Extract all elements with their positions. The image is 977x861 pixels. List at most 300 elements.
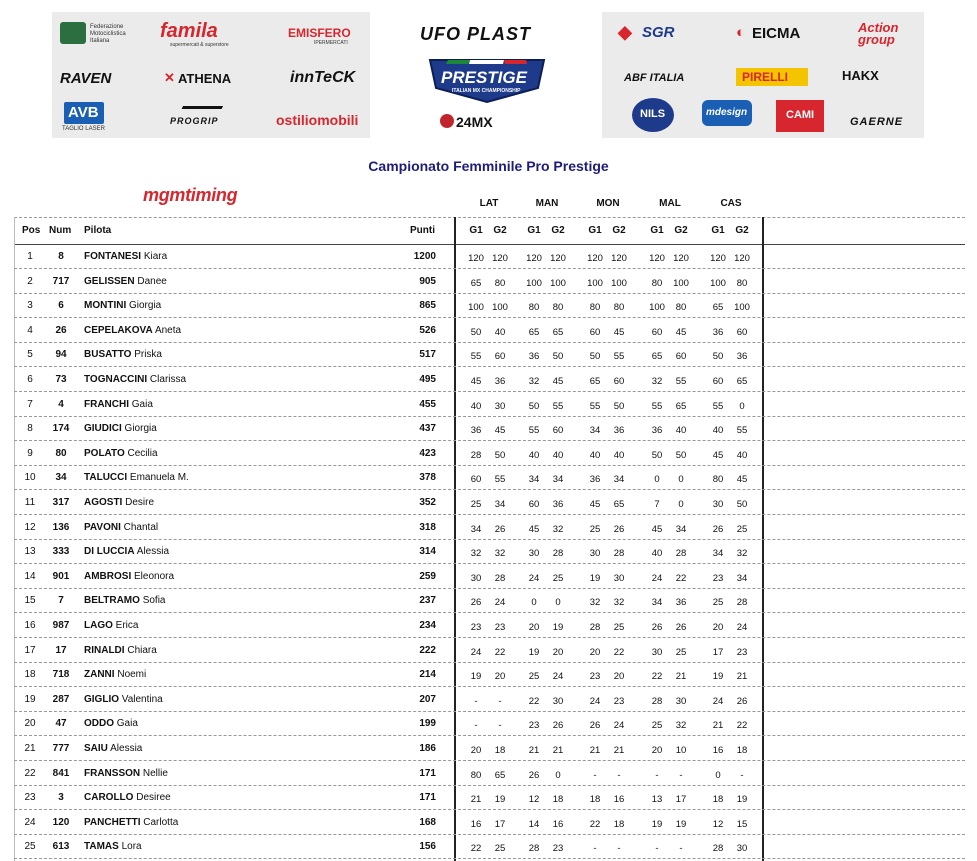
row-num: 613 — [52, 841, 70, 853]
row-score: 21 — [675, 671, 687, 683]
row-score: 120 — [611, 253, 627, 264]
row-score: 19 — [552, 622, 564, 633]
row-score: 20 — [552, 646, 564, 658]
row-firstname: Alessia — [134, 546, 170, 558]
progrip-mark — [177, 106, 223, 119]
row-score: 80 — [736, 277, 748, 289]
row-firstname: Desiree — [133, 792, 171, 804]
row-firstname: Gaia — [114, 718, 138, 730]
row-score: 12 — [712, 818, 724, 830]
row-score: 19 — [528, 646, 540, 658]
row-score: 21 — [589, 745, 601, 756]
row-score: 45 — [651, 523, 663, 535]
row-pos: 10 — [24, 472, 36, 484]
row-score: 21 — [528, 745, 540, 756]
row-score: 19 — [470, 671, 482, 683]
row-punti: 156 — [419, 841, 436, 853]
row-score: 36 — [470, 425, 482, 437]
row-score: 60 — [589, 326, 601, 338]
row-score: 30 — [675, 695, 687, 707]
row-score: 0 — [678, 474, 684, 486]
row-score: 23 — [528, 720, 540, 732]
row-score: 32 — [494, 548, 506, 560]
row-divider — [14, 293, 965, 294]
row-score: - — [498, 695, 502, 707]
row-score: 19 — [675, 818, 687, 830]
row-score: 17 — [675, 794, 687, 806]
row-score: 16 — [552, 818, 564, 830]
row-surname: CAROLLO — [84, 792, 134, 804]
row-score: 10 — [675, 745, 687, 756]
row-score: - — [679, 843, 683, 855]
row-score: 80 — [651, 277, 663, 289]
row-score: - — [740, 769, 744, 781]
row-divider — [14, 317, 965, 318]
action-logo: Action group — [858, 20, 899, 47]
row-firstname: Cecilia — [124, 447, 158, 459]
row-score: 120 — [587, 253, 603, 264]
row-score: 21 — [552, 745, 564, 756]
row-score: 23 — [736, 646, 748, 658]
emisfero-logo: EMISFERO — [288, 26, 351, 40]
row-pos: 7 — [27, 398, 33, 410]
row-score: 24 — [470, 646, 482, 658]
row-punti: 171 — [419, 792, 436, 804]
row-punti: 237 — [419, 595, 436, 607]
row-score: 18 — [552, 794, 564, 806]
row-score: 28 — [470, 449, 482, 461]
row-pilota — [84, 595, 166, 606]
row-num: 718 — [52, 669, 70, 681]
row-surname: GELISSEN — [84, 275, 135, 287]
row-pilota — [84, 472, 189, 483]
row-score: 20 — [589, 646, 601, 658]
row-score: - — [617, 769, 621, 781]
row-score: 15 — [736, 818, 748, 830]
row-score: 65 — [589, 376, 601, 387]
row-punti: 171 — [419, 767, 436, 779]
row-pos: 3 — [27, 300, 33, 312]
row-punti: 168 — [419, 816, 436, 828]
row-punti: 186 — [419, 743, 436, 754]
row-score: 100 — [649, 302, 665, 314]
row-score: 55 — [736, 425, 748, 437]
row-punti: 234 — [419, 620, 436, 631]
row-num: 4 — [58, 398, 64, 410]
row-pos: 8 — [27, 423, 33, 435]
row-score: 0 — [715, 769, 721, 781]
row-firstname: Nellie — [140, 767, 168, 779]
raven-logo: RAVEN — [60, 70, 112, 87]
row-score: 120 — [734, 253, 750, 264]
header-round-cas: CAS — [720, 198, 742, 209]
row-score: 20 — [613, 671, 625, 683]
row-surname: BELTRAMO — [84, 595, 140, 607]
row-divider — [14, 662, 965, 663]
row-score: 30 — [613, 572, 625, 584]
row-score: 28 — [528, 843, 540, 855]
row-firstname: Giorgia — [126, 300, 162, 312]
row-score: 20 — [470, 745, 482, 756]
row-score: 0 — [678, 499, 684, 510]
row-score: 40 — [552, 449, 564, 461]
row-score: 25 — [494, 843, 506, 855]
ostilio-logo: ostiliomobili — [276, 112, 359, 128]
row-divider — [14, 612, 965, 613]
row-firstname: Emanuela M. — [127, 472, 189, 484]
row-punti: 314 — [419, 546, 436, 558]
row-score: 25 — [613, 622, 625, 633]
row-pilota — [84, 251, 167, 262]
row-score: 28 — [589, 622, 601, 633]
row-score: 32 — [552, 523, 564, 535]
row-divider — [14, 858, 965, 859]
row-score: 22 — [528, 695, 540, 707]
row-score: 30 — [552, 695, 564, 707]
row-score: 40 — [712, 425, 724, 437]
mdesign-logo: mdesign — [706, 107, 748, 118]
cami-logo: CAMI — [786, 109, 815, 121]
row-punti: 437 — [419, 423, 436, 435]
emisfero-sub: IPERMERCATI — [314, 40, 348, 46]
row-score: 7 — [654, 499, 660, 510]
mx24-icon — [440, 114, 454, 128]
row-pilota — [84, 718, 138, 729]
row-score: 22 — [470, 843, 482, 855]
row-score: 80 — [528, 302, 540, 314]
row-score: 18 — [736, 745, 748, 756]
gaerne-logo: GAERNE — [850, 116, 904, 128]
row-score: 60 — [712, 376, 724, 387]
row-score: 50 — [589, 351, 601, 363]
row-score: 23 — [470, 622, 482, 633]
row-firstname: Noemi — [114, 669, 147, 681]
row-score: 25 — [470, 499, 482, 510]
row-score: 26 — [470, 597, 482, 609]
row-surname: FRANSSON — [84, 767, 141, 779]
row-score: 36 — [651, 425, 663, 437]
row-score: 45 — [552, 376, 564, 387]
row-pilota — [84, 349, 162, 360]
row-score: 28 — [736, 597, 748, 609]
famila-sub: supermercati & superstore — [170, 42, 229, 48]
row-punti: 865 — [419, 300, 436, 312]
row-score: 23 — [613, 695, 625, 707]
row-punti: 495 — [419, 374, 436, 385]
row-score: 19 — [651, 818, 663, 830]
row-score: 34 — [470, 523, 482, 535]
header-mal-g1: G1 — [650, 225, 664, 236]
row-score: - — [593, 769, 597, 781]
row-score: 34 — [712, 548, 724, 560]
row-pos: 16 — [24, 620, 36, 631]
row-punti: 378 — [419, 472, 436, 484]
row-score: 120 — [492, 253, 508, 264]
row-score: 34 — [494, 499, 506, 510]
row-pilota — [84, 645, 157, 656]
row-score: 60 — [552, 425, 564, 437]
row-num: 777 — [52, 743, 70, 754]
row-score: 60 — [494, 351, 506, 363]
row-score: 50 — [470, 326, 482, 338]
row-score: 21 — [470, 794, 482, 806]
row-score: 100 — [550, 277, 566, 289]
eicma-logo: EICMA — [752, 25, 801, 42]
ufo-plast-logo: UFO PLAST — [420, 24, 531, 44]
row-score: 45 — [675, 326, 687, 338]
row-pos: 11 — [24, 497, 36, 508]
row-pilota — [84, 694, 163, 705]
row-num: 287 — [52, 693, 70, 705]
row-score: 36 — [675, 597, 687, 609]
row-divider — [14, 588, 965, 589]
row-num: 17 — [55, 644, 67, 656]
row-surname: MONTINI — [84, 300, 127, 312]
eicma-mark: ◐ — [736, 24, 746, 41]
row-score: 30 — [712, 499, 724, 510]
row-firstname: Giorgia — [121, 423, 157, 435]
row-score: 24 — [494, 597, 506, 609]
header-cas-g1: G1 — [711, 225, 725, 236]
row-score: 19 — [589, 572, 601, 584]
row-divider — [14, 711, 965, 712]
row-surname: CEPELAKOVA — [84, 324, 153, 336]
header-mal-g2: G2 — [674, 225, 688, 236]
row-firstname: Alessia — [107, 743, 143, 754]
row-num: 717 — [52, 275, 70, 287]
row-score: 65 — [675, 400, 687, 412]
row-score: 100 — [587, 277, 603, 289]
row-score: 65 — [552, 326, 564, 338]
row-pos: 1 — [27, 251, 33, 262]
row-score: 45 — [736, 474, 748, 486]
row-score: 55 — [589, 400, 601, 412]
row-score: 34 — [552, 474, 564, 486]
row-num: 6 — [58, 300, 64, 312]
row-score: 40 — [494, 326, 506, 338]
row-divider — [14, 391, 965, 392]
hakx-logo: HAKX — [842, 68, 879, 83]
row-score: 80 — [470, 769, 482, 781]
row-score: 34 — [528, 474, 540, 486]
row-score: 19 — [736, 794, 748, 806]
row-num: 94 — [55, 349, 67, 361]
row-surname: SAIU — [84, 743, 108, 754]
row-score: 40 — [736, 449, 748, 461]
row-surname: PANCHETTI — [84, 816, 141, 828]
row-score: 65 — [712, 302, 724, 314]
row-num: 26 — [55, 324, 67, 336]
row-num: 317 — [52, 497, 70, 508]
row-score: 30 — [494, 400, 506, 412]
page-title: Campionato Femminile Pro Prestige — [368, 158, 609, 174]
famila-logo: famila — [160, 20, 218, 42]
row-score: 32 — [589, 597, 601, 609]
header-cas-g2: G2 — [735, 225, 749, 236]
prestige-wordmark: PRESTIGE — [441, 68, 527, 87]
row-surname: GIGLIO — [84, 693, 119, 705]
avb-logo: AVB — [68, 104, 99, 121]
row-score: 100 — [673, 277, 689, 289]
row-score: 25 — [528, 671, 540, 683]
row-divider — [14, 637, 965, 638]
row-score: 120 — [710, 253, 726, 264]
row-score: 45 — [494, 425, 506, 437]
row-score: 65 — [651, 351, 663, 363]
row-score: 55 — [528, 425, 540, 437]
row-score: 36 — [589, 474, 601, 486]
row-divider — [14, 416, 965, 417]
row-num: 120 — [52, 816, 70, 828]
row-score: 60 — [470, 474, 482, 486]
row-score: 26 — [736, 695, 748, 707]
row-score: 55 — [494, 474, 506, 486]
row-punti: 214 — [419, 669, 436, 681]
row-num: 8 — [58, 251, 64, 262]
row-divider — [14, 834, 965, 835]
row-divider — [14, 760, 965, 761]
row-divider — [14, 539, 965, 540]
row-score: 100 — [734, 302, 750, 314]
prestige-sub: ITALIAN MX CHAMPIONSHIP — [452, 88, 521, 94]
row-score: 24 — [712, 695, 724, 707]
row-surname: TAMAS — [84, 841, 119, 853]
row-score: 22 — [651, 671, 663, 683]
row-punti: 318 — [419, 521, 436, 533]
row-score: 55 — [470, 351, 482, 363]
row-firstname: Eleonora — [131, 570, 175, 582]
row-divider — [14, 342, 965, 343]
row-score: 45 — [589, 499, 601, 510]
row-score: 60 — [651, 326, 663, 338]
row-pos: 17 — [24, 644, 36, 656]
row-num: 901 — [52, 570, 70, 582]
row-firstname: Erica — [112, 620, 139, 631]
row-score: 80 — [589, 302, 601, 314]
row-surname: GIUDICI — [84, 423, 122, 435]
row-score: 34 — [613, 474, 625, 486]
row-pos: 25 — [24, 841, 36, 853]
row-pilota — [84, 497, 154, 508]
row-pilota — [84, 620, 138, 631]
row-score: 55 — [613, 351, 625, 363]
row-score: 16 — [613, 794, 625, 806]
row-score: 18 — [589, 794, 601, 806]
row-score: 120 — [673, 253, 689, 264]
row-score: 23 — [712, 572, 724, 584]
row-punti: 455 — [419, 398, 436, 410]
row-surname: FRANCHI — [84, 398, 129, 410]
row-score: 24 — [528, 572, 540, 584]
row-score: 26 — [712, 523, 724, 535]
row-num: 333 — [52, 546, 70, 558]
row-surname: DI LUCCIA — [84, 546, 135, 558]
sponsor-panel-left — [52, 12, 370, 138]
row-divider — [14, 440, 965, 441]
row-num: 47 — [55, 718, 67, 730]
row-pos: 6 — [27, 374, 33, 385]
row-score: 32 — [736, 548, 748, 560]
row-score: 26 — [651, 622, 663, 633]
row-score: 80 — [552, 302, 564, 314]
row-surname: FONTANESI — [84, 251, 142, 262]
row-score: 30 — [651, 646, 663, 658]
row-score: 50 — [552, 351, 564, 363]
row-score: 55 — [712, 400, 724, 412]
row-pilota — [84, 374, 186, 385]
row-divider — [14, 489, 965, 490]
row-num: 7 — [58, 595, 64, 607]
row-score: 23 — [552, 843, 564, 855]
row-score: 17 — [712, 646, 724, 658]
row-score: 12 — [528, 794, 540, 806]
innteck-logo: innTeCK — [290, 69, 356, 86]
row-score: 28 — [552, 548, 564, 560]
pirelli-logo: PIRELLI — [742, 70, 789, 84]
row-score: 36 — [712, 326, 724, 338]
row-score: 0 — [555, 597, 561, 609]
row-firstname: Priska — [131, 349, 162, 361]
row-pilota — [84, 522, 158, 533]
row-num: 3 — [58, 792, 64, 804]
row-score: 22 — [736, 720, 748, 732]
header-lat-g2: G2 — [493, 225, 507, 236]
row-score: 80 — [675, 302, 687, 314]
row-score: 34 — [736, 572, 748, 584]
row-pos: 5 — [27, 349, 33, 361]
avb-sub: TAGLIO LASER — [62, 126, 105, 132]
row-punti: 352 — [419, 497, 436, 508]
table-top-rule — [14, 217, 965, 218]
row-score: 24 — [613, 720, 625, 732]
row-score: 120 — [526, 253, 542, 264]
row-divider — [14, 686, 965, 687]
row-score: 28 — [494, 572, 506, 584]
table-header-rule — [14, 244, 965, 245]
header-man-g1: G1 — [527, 225, 541, 236]
row-punti: 207 — [419, 693, 436, 705]
row-surname: ODDO — [84, 718, 114, 730]
mx24-logo: 24MX — [456, 114, 493, 130]
row-score: 19 — [712, 671, 724, 683]
row-pilota — [84, 768, 168, 779]
row-score: 55 — [675, 376, 687, 387]
row-score: 60 — [675, 351, 687, 363]
athena-logo: ATHENA — [178, 71, 232, 86]
row-pilota — [84, 546, 169, 557]
row-score: 28 — [675, 548, 687, 560]
row-score: 26 — [494, 523, 506, 535]
row-divider — [14, 785, 965, 786]
row-score: 45 — [470, 376, 482, 387]
row-punti: 1200 — [413, 251, 436, 262]
row-score: 21 — [613, 745, 625, 756]
row-score: 80 — [494, 277, 506, 289]
row-score: 22 — [675, 572, 687, 584]
row-score: 36 — [552, 499, 564, 510]
row-score: 18 — [712, 794, 724, 806]
row-firstname: Chantal — [120, 521, 159, 533]
row-surname: ZANNI — [84, 669, 115, 681]
progrip-logo: PROGRIP — [170, 116, 219, 126]
row-pos: 15 — [24, 595, 36, 607]
row-score: 21 — [712, 720, 724, 732]
row-score: 20 — [528, 622, 540, 633]
row-score: 55 — [651, 400, 663, 412]
row-score: - — [617, 843, 621, 855]
row-score: 60 — [736, 326, 748, 338]
sponsor-panel-right — [602, 12, 924, 138]
